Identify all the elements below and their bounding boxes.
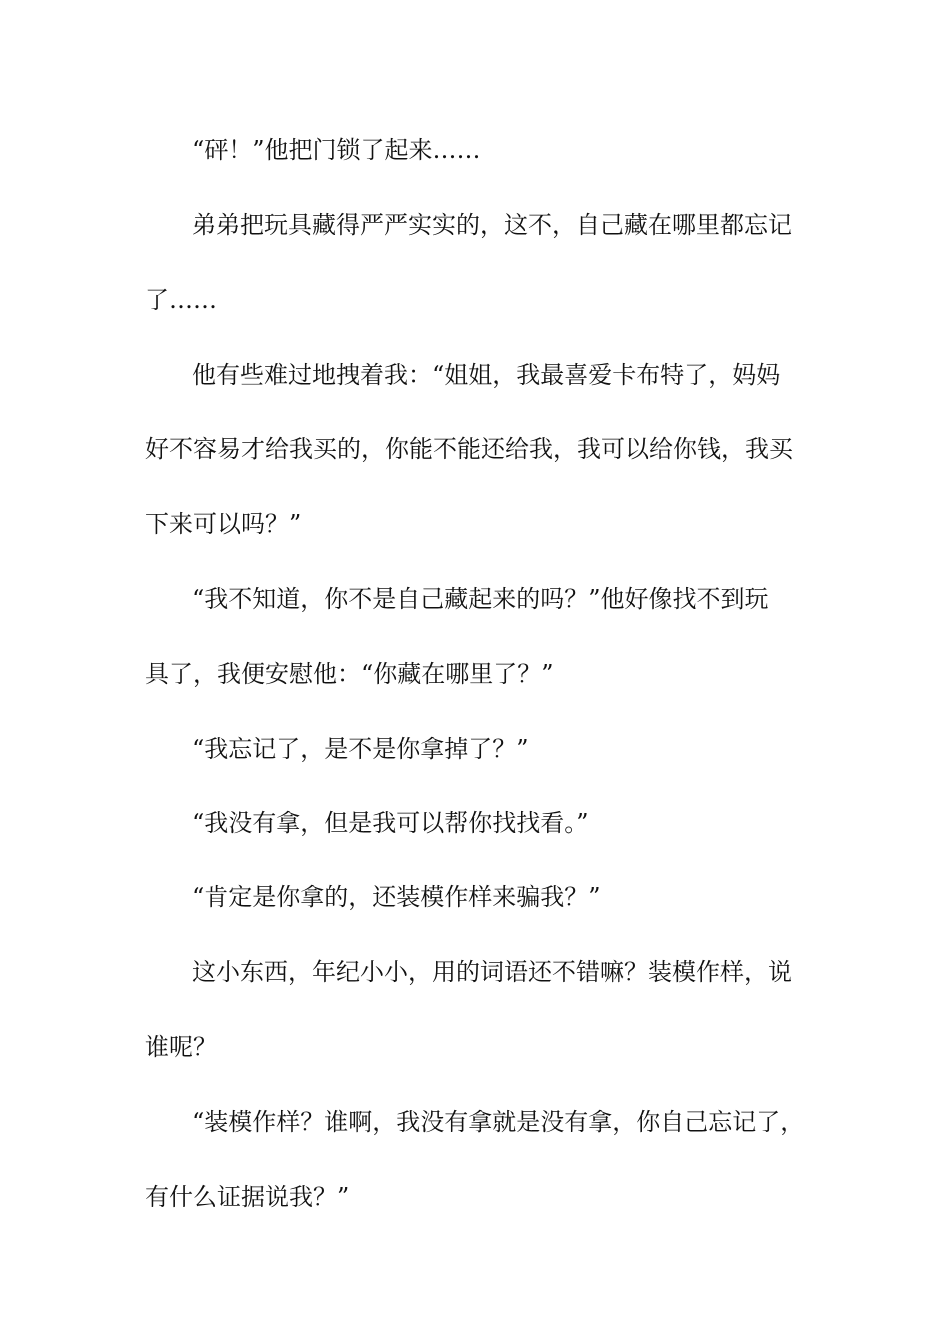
paragraph-line: “我不知道，你不是自己藏起来的吗？”他好像找不到玩	[192, 585, 769, 613]
paragraph-line: “装模作样？谁啊，我没有拿就是没有拿，你自己忘记了，	[192, 1108, 805, 1136]
paragraph-line: “我忘记了，是不是你拿掉了？”	[192, 735, 529, 763]
paragraph-line: 具了，我便安慰他：“你藏在哪里了？”	[145, 660, 554, 688]
paragraph-line: “砰！”他把门锁了起来……	[192, 136, 481, 164]
paragraph-line: 了……	[145, 286, 217, 314]
paragraph-line: 谁呢？	[145, 1033, 217, 1061]
paragraph-line: “我没有拿，但是我可以帮你找找看。”	[192, 809, 589, 837]
paragraph-line: 有什么证据说我？”	[145, 1183, 350, 1211]
paragraph-line: 下来可以吗？”	[145, 510, 302, 538]
paragraph-line: 他有些难过地拽着我：“姐姐，我最喜爱卡布特了，妈妈	[192, 361, 781, 389]
paragraph-line: “肯定是你拿的，还装模作样来骗我？”	[192, 883, 601, 911]
paragraph-line: 这小东西，年纪小小，用的词语还不错嘛？装模作样，说	[192, 958, 792, 986]
paragraph-line: 好不容易才给我买的，你能不能还给我，我可以给你钱，我买	[145, 435, 793, 463]
paragraph-line: 弟弟把玩具藏得严严实实的，这不，自己藏在哪里都忘记	[192, 211, 792, 239]
